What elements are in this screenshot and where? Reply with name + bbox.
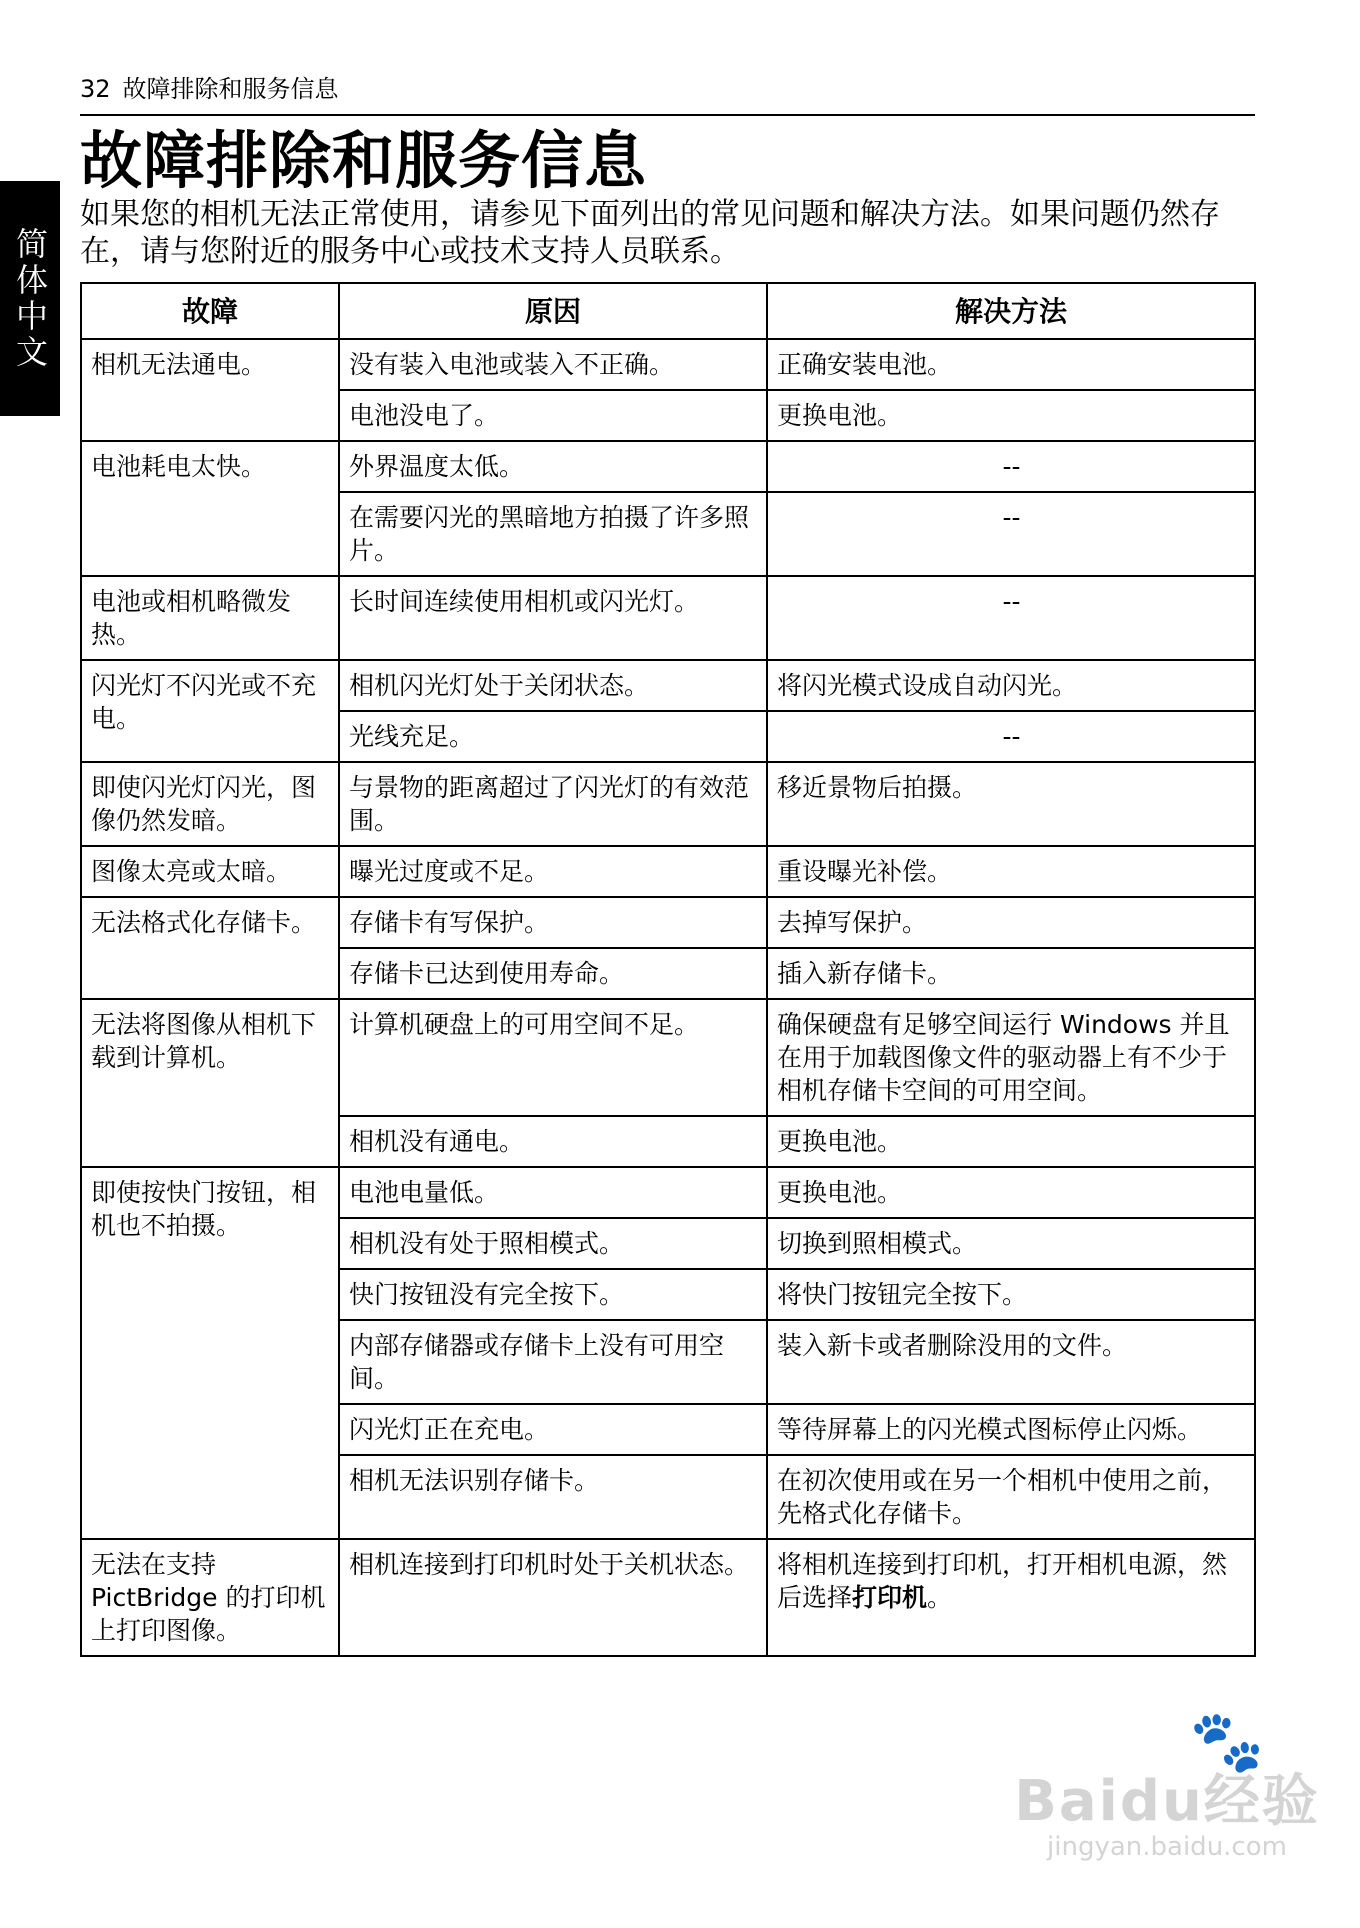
table-row [81, 441, 1255, 492]
intro-paragraph: 如果您的相机无法正常使用，请参见下面列出的常见问题和解决方法。如果问题仍然存在，请与您附近的服务中心或技术支持人员联系。 [80, 197, 1220, 269]
cause-cell: 相机连接到打印机时处于关机状态。 [339, 1539, 767, 1656]
table-row [81, 660, 1255, 711]
header-rule [80, 114, 1255, 116]
cause-cell: 快门按钮没有完全按下。 [339, 1269, 767, 1320]
cause-cell: 光线充足。 [339, 711, 767, 762]
table-row [81, 1539, 1255, 1656]
cause-cell: 计算机硬盘上的可用空间不足。 [339, 999, 767, 1116]
cause-cell: 内部存储器或存储卡上没有可用空间。 [339, 1320, 767, 1404]
cause-cell: 没有装入电池或装入不正确。 [339, 339, 767, 390]
problem-cell: 无法在支持 PictBridge 的打印机上打印图像。 [81, 1539, 339, 1656]
solution-cell: 装入新卡或者删除没用的文件。 [767, 1320, 1255, 1404]
watermark-logo: Baidu经验 [1014, 1769, 1320, 1834]
cause-cell: 闪光灯正在充电。 [339, 1404, 767, 1455]
solution-cell: 在初次使用或在另一个相机中使用之前，先格式化存储卡。 [767, 1455, 1255, 1539]
problem-cell: 图像太亮或太暗。 [81, 846, 339, 897]
printer-menu-label: 打印机 [852, 1583, 928, 1612]
solution-cell: 更换电池。 [767, 1167, 1255, 1218]
solution-cell: 更换电池。 [767, 1116, 1255, 1167]
solution-cell: 将闪光模式设成自动闪光。 [767, 660, 1255, 711]
solution-cell: 更换电池。 [767, 390, 1255, 441]
problem-cell: 闪光灯不闪光或不充电。 [81, 660, 339, 762]
solution-text: 将相机连接到打印机，打开相机电源，然后选择 [777, 1550, 1228, 1612]
table-row [81, 897, 1255, 948]
troubleshooting-table [80, 282, 1256, 1657]
table-row [81, 1167, 1255, 1218]
solution-cell: 移近景物后拍摄。 [767, 762, 1255, 846]
solution-cell: -- [767, 492, 1255, 576]
solution-text-tail: 。 [927, 1583, 953, 1612]
page-number: 32 [80, 75, 111, 103]
page-title: 故障排除和服务信息 [80, 124, 648, 197]
header-cause: 原因 [339, 283, 767, 339]
cause-cell: 在需要闪光的黑暗地方拍摄了许多照片。 [339, 492, 767, 576]
cause-cell: 存储卡已达到使用寿命。 [339, 948, 767, 999]
problem-cell: 即使闪光灯闪光，图像仍然发暗。 [81, 762, 339, 846]
table-row [81, 762, 1255, 846]
cause-cell: 存储卡有写保护。 [339, 897, 767, 948]
problem-cell: 电池或相机略微发热。 [81, 576, 339, 660]
solution-cell [767, 1539, 1255, 1656]
cause-cell: 相机闪光灯处于关闭状态。 [339, 660, 767, 711]
solution-cell: -- [767, 441, 1255, 492]
solution-cell: 确保硬盘有足够空间运行 Windows 并且在用于加载图像文件的驱动器上有不少于相机存储卡空间的可用空间。 [767, 999, 1255, 1116]
solution-cell: 重设曝光补偿。 [767, 846, 1255, 897]
solution-cell: -- [767, 711, 1255, 762]
running-header-title: 故障排除和服务信息 [122, 75, 339, 103]
running-header [80, 74, 339, 104]
solution-cell: -- [767, 576, 1255, 660]
problem-cell: 无法格式化存储卡。 [81, 897, 339, 999]
cause-cell: 外界温度太低。 [339, 441, 767, 492]
problem-cell: 即使按快门按钮，相机也不拍摄。 [81, 1167, 339, 1539]
solution-cell: 等待屏幕上的闪光模式图标停止闪烁。 [767, 1404, 1255, 1455]
cause-cell: 相机没有通电。 [339, 1116, 767, 1167]
solution-cell: 去掉写保护。 [767, 897, 1255, 948]
cause-cell: 长时间连续使用相机或闪光灯。 [339, 576, 767, 660]
language-side-tab [0, 181, 60, 416]
problem-cell: 相机无法通电。 [81, 339, 339, 441]
solution-cell: 插入新存储卡。 [767, 948, 1255, 999]
cause-cell: 电池电量低。 [339, 1167, 767, 1218]
table-row [81, 576, 1255, 660]
cause-cell: 曝光过度或不足。 [339, 846, 767, 897]
solution-cell: 将快门按钮完全按下。 [767, 1269, 1255, 1320]
paw-icon: 🐾 [1189, 1707, 1265, 1777]
problem-cell: 电池耗电太快。 [81, 441, 339, 576]
cause-cell: 相机无法识别存储卡。 [339, 1455, 767, 1539]
problem-cell: 无法将图像从相机下载到计算机。 [81, 999, 339, 1167]
language-label: 简体中文 [11, 226, 49, 371]
solution-cell: 切换到照相模式。 [767, 1218, 1255, 1269]
solution-cell: 正确安装电池。 [767, 339, 1255, 390]
watermark-url: jingyan.baidu.com [1047, 1832, 1287, 1862]
table-row [81, 846, 1255, 897]
table-header-row [81, 283, 1255, 339]
table-row [81, 999, 1255, 1116]
header-problem: 故障 [81, 283, 339, 339]
table-row [81, 339, 1255, 390]
header-solution: 解决方法 [767, 283, 1255, 339]
cause-cell: 与景物的距离超过了闪光灯的有效范围。 [339, 762, 767, 846]
cause-cell: 电池没电了。 [339, 390, 767, 441]
cause-cell: 相机没有处于照相模式。 [339, 1218, 767, 1269]
watermark [1012, 1707, 1322, 1882]
